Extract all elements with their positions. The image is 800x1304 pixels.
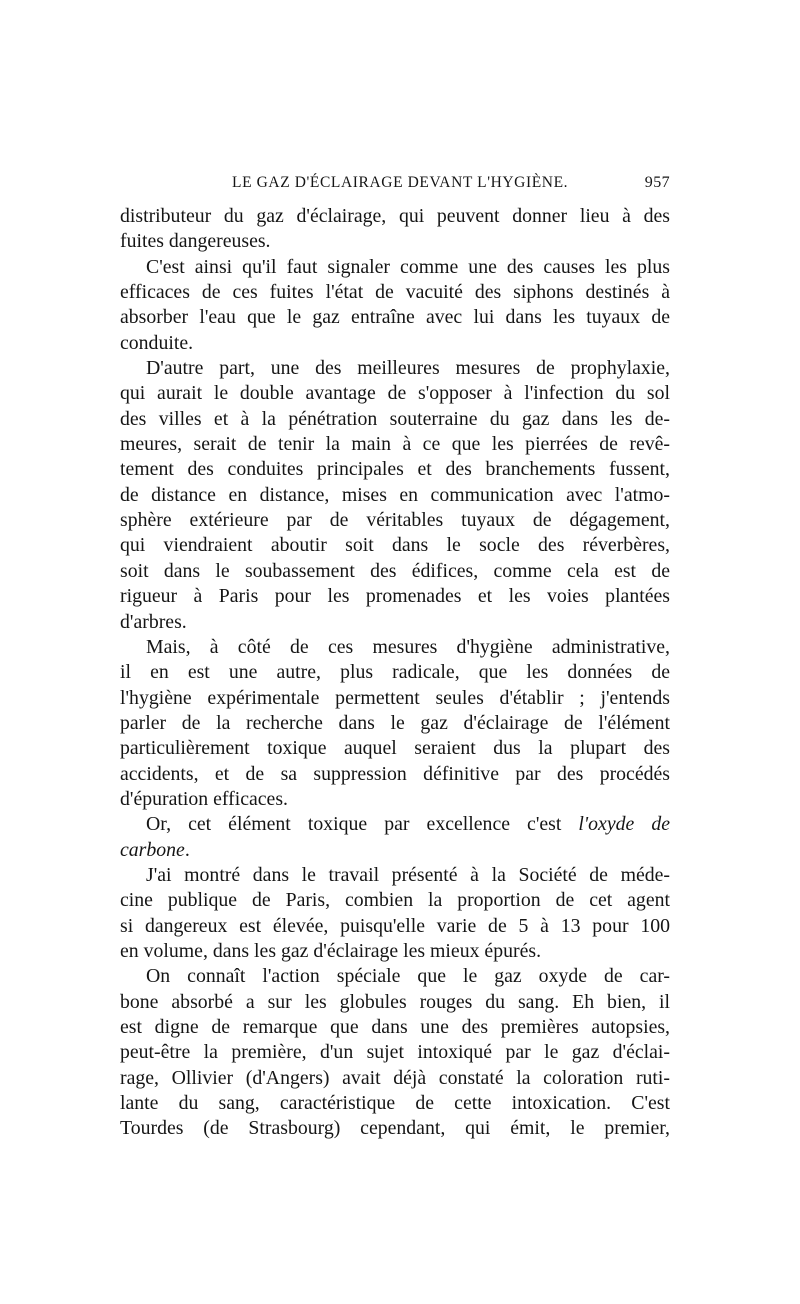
text-line: J'ai montré dans le travail présenté à la Société de méde-	[146, 863, 670, 886]
text-line: D'autre part, une des meilleures mesures de prophylaxie,	[146, 357, 670, 380]
text-segment: Or, cet élément toxique par excellence c'est	[146, 813, 579, 836]
text-line: si dangereux est élevée, puisqu'elle varie de 5 à 13 pour 100	[120, 914, 670, 937]
text-line: en volume, dans les gaz d'éclairage les mieux épurés.	[120, 939, 542, 962]
text-line: Mais, à côté de ces mesures d'hygiène administrative,	[146, 635, 670, 658]
text-line: des villes et à la pénétration souterraine du gaz dans les de-	[120, 407, 670, 430]
text-line: cine publique de Paris, combien la proportion de cet agent	[120, 889, 670, 912]
text-line: bone absorbé a sur les globules rouges du sang. Eh bien, il	[120, 990, 670, 1013]
italic-term: carbone	[120, 838, 185, 861]
text-line: C'est ainsi qu'il faut signaler comme une des causes les plus	[146, 255, 670, 278]
text-segment: .	[184, 838, 190, 861]
text-line: soit dans le soubassement des édifices, comme cela est de	[120, 559, 670, 582]
text-line: rage, Ollivier (d'Angers) avait déjà constaté la coloration ruti-	[120, 1066, 670, 1089]
text-line: d'épuration efficaces.	[120, 787, 288, 810]
text-line: sphère extérieure par de véritables tuyaux de dégagement,	[120, 509, 670, 532]
paragraph	[120, 863, 670, 964]
text-line: fuites dangereuses.	[120, 230, 271, 253]
text-line: On connaît l'action spéciale que le gaz oxyde de car-	[146, 965, 670, 988]
page-number: 957	[644, 174, 670, 191]
running-title: LE GAZ D'ÉCLAIRAGE DEVANT L'HYGIÈNE.	[232, 174, 569, 191]
paragraph	[120, 255, 670, 356]
italic-term: l'oxyde de	[578, 813, 670, 836]
text-line	[120, 812, 670, 837]
text-line: parler de la recherche dans le gaz d'éclairage de l'élément	[120, 711, 670, 734]
text-line: rigueur à Paris pour les promenades et les voies plantées	[120, 585, 670, 608]
text-line: conduite.	[120, 331, 194, 354]
paragraph	[120, 964, 670, 1141]
text-line: peut-être la première, d'un sujet intoxiqué par le gaz d'éclai-	[120, 1041, 670, 1064]
text-line: absorber l'eau que le gaz entraîne avec lui dans les tuyaux de	[120, 306, 670, 329]
text-line: il en est une autre, plus radicale, que les données de	[120, 661, 670, 684]
body-text	[120, 204, 670, 1142]
text-line: qui aurait le double avantage de s'opposer à l'infection du sol	[120, 382, 670, 405]
text-line: est digne de remarque que dans une des premières autopsies,	[120, 1016, 670, 1038]
text-line: meures, serait de tenir la main à ce que les pierrées de revê-	[120, 433, 670, 456]
running-head	[120, 174, 670, 198]
text-line: distributeur du gaz d'éclairage, qui peuvent donner lieu à des	[120, 205, 670, 227]
text-line: tement des conduites principales et des branchements fussent,	[120, 458, 670, 481]
text-line: efficaces de ces fuites l'état de vacuité des siphons destinés à	[120, 281, 670, 304]
text-line: de distance en distance, mises en communication avec l'atmo-	[120, 483, 670, 506]
text-line: Tourdes (de Strasbourg) cependant, qui émit, le premier,	[120, 1117, 670, 1140]
paragraph	[120, 812, 670, 863]
text-line: d'arbres.	[120, 610, 187, 633]
paragraph	[120, 356, 670, 635]
text-line	[120, 838, 670, 863]
text-line: l'hygiène expérimentale permettent seules d'établir ; j'entends	[120, 686, 670, 709]
paragraph	[120, 204, 670, 255]
paragraph	[120, 635, 670, 812]
text-line: accidents, et de sa suppression définitive par des procédés	[120, 762, 670, 785]
text-line: lante du sang, caractéristique de cette intoxication. C'est	[120, 1092, 670, 1115]
text-line: qui viendraient aboutir soit dans le socle des réverbères,	[120, 534, 670, 557]
text-line: particulièrement toxique auquel seraient dus la plupart des	[120, 737, 670, 760]
